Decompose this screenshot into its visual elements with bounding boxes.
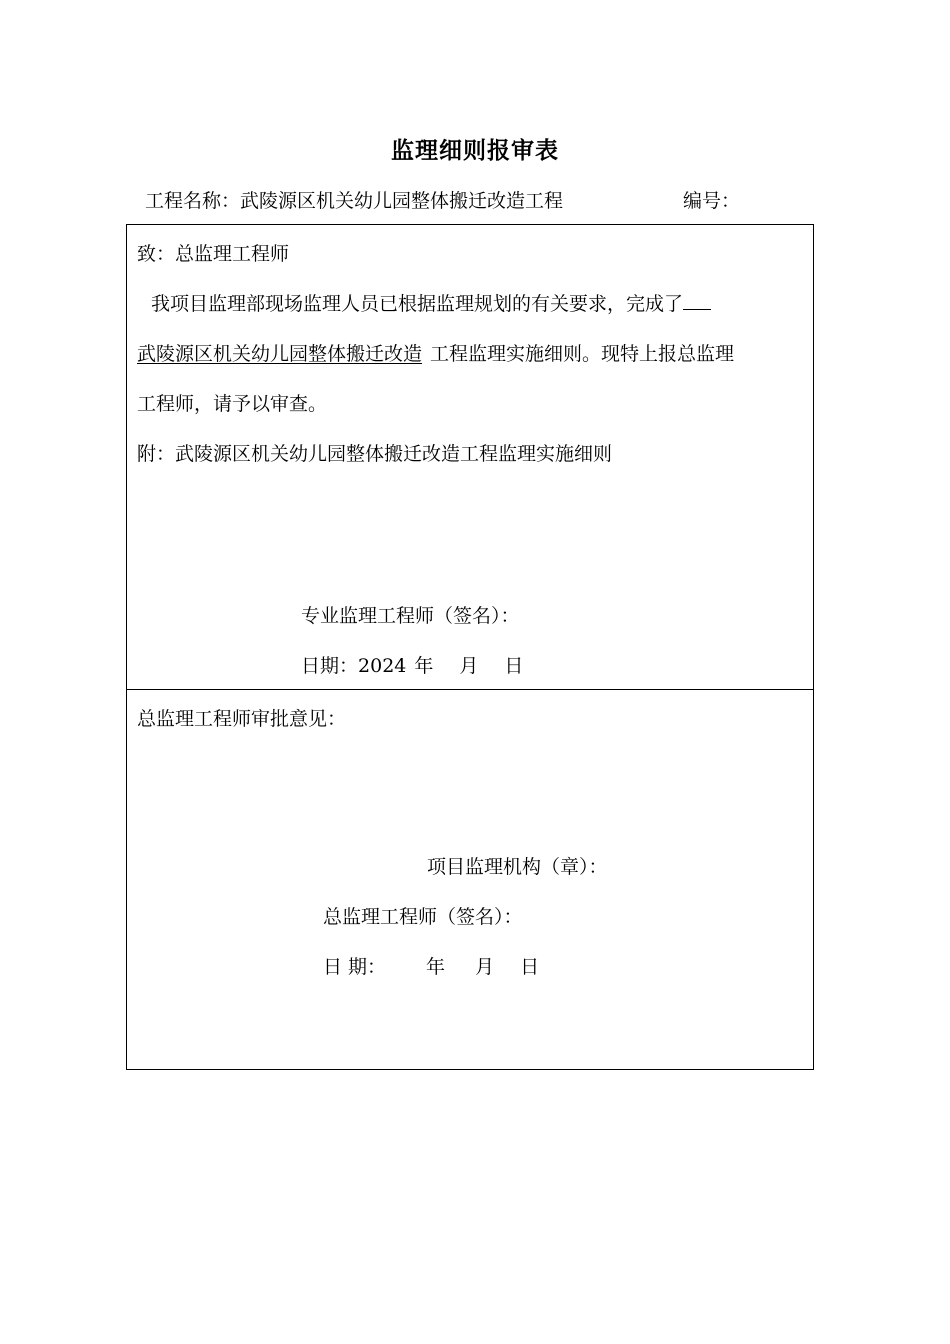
approval-date-day-unit: 日 <box>520 956 540 978</box>
paragraph-text-1: 我项目监理部现场监理人员已根据监理规划的有关要求，完成了 <box>151 293 684 315</box>
submission-section <box>127 225 813 690</box>
project-name-label: 工程名称： <box>145 190 241 212</box>
page-title: 监理细则报审表 <box>391 137 559 164</box>
organization-seal-line: 项目监理机构（章）： <box>427 856 608 878</box>
date-year: 2024 <box>358 655 407 677</box>
specialist-signature-line: 专业监理工程师（签名）： <box>301 605 520 627</box>
fill-blank <box>683 291 711 310</box>
chief-signature-line: 总监理工程师（签名）： <box>323 906 523 928</box>
approval-opinion-label: 总监理工程师审批意见： <box>137 708 347 730</box>
date-day-unit: 日 <box>504 655 524 677</box>
approval-date-line <box>323 952 539 979</box>
addressee-line: 致：总监理工程师 <box>137 243 290 265</box>
paragraph-line-1 <box>151 289 711 316</box>
underlined-project-name: 武陵源区机关幼儿园整体搬迁改造 <box>137 343 423 365</box>
date-month-unit: 月 <box>459 655 479 677</box>
review-form-table <box>126 224 814 1070</box>
approval-date-month-unit: 月 <box>475 956 495 978</box>
submission-date-line <box>301 651 523 678</box>
attachment-line: 附：武陵源区机关幼儿园整体搬迁改造工程监理实施细则 <box>137 443 613 465</box>
paragraph-text-2: 工程监理实施细则。现特上报总监理 <box>430 343 735 365</box>
approval-date-year-unit: 年 <box>426 956 446 978</box>
serial-number-label: 编号： <box>683 190 741 212</box>
paragraph-line-3: 工程师，请予以审查。 <box>137 393 328 415</box>
paragraph-line-2 <box>137 339 734 366</box>
date-label: 日期： <box>301 655 359 677</box>
date-year-unit: 年 <box>414 655 434 677</box>
approval-section <box>127 690 813 1070</box>
approval-date-label: 日 期： <box>323 956 387 978</box>
project-name-value: 武陵源区机关幼儿园整体搬迁改造工程 <box>240 190 564 212</box>
project-name-field <box>145 186 563 213</box>
serial-number-field <box>683 186 740 213</box>
